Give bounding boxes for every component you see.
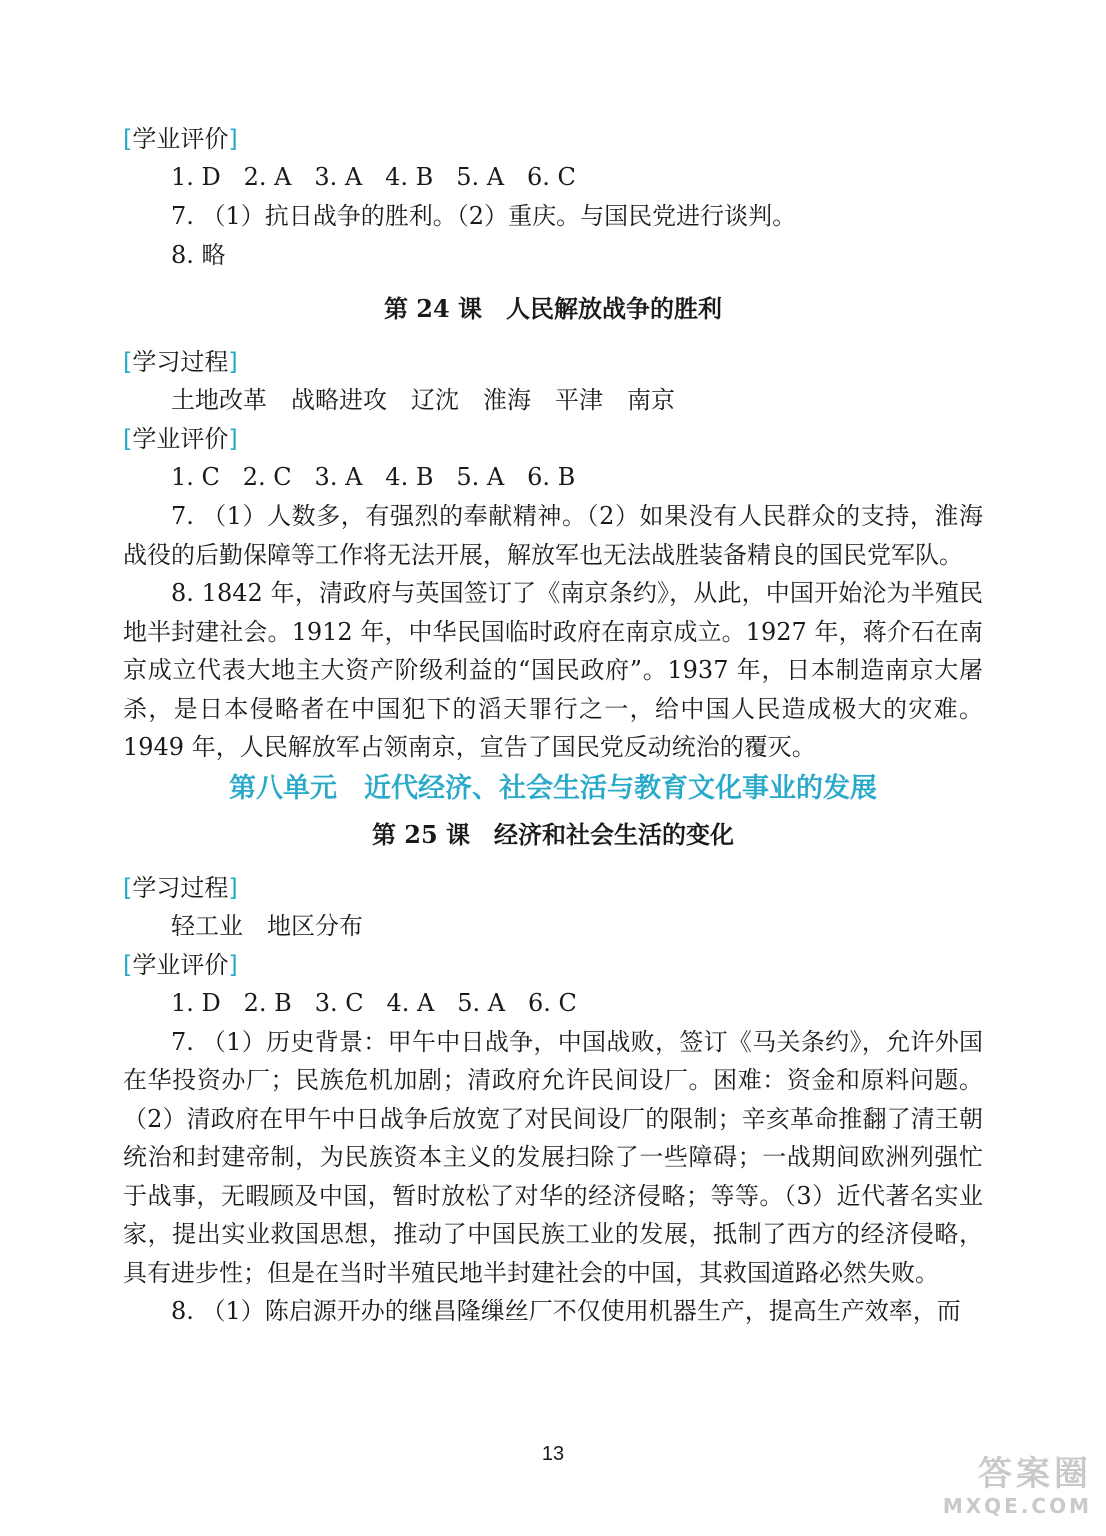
tag-open-bracket: [ bbox=[123, 425, 133, 453]
page-content bbox=[123, 120, 983, 1331]
tag-label: 学习过程 bbox=[132, 348, 229, 376]
tag-label: 学业评价 bbox=[132, 425, 229, 453]
tag-label: 学业评价 bbox=[132, 950, 229, 979]
tag-close-bracket: ] bbox=[228, 125, 238, 153]
process-answers: 轻工业 地区分布 bbox=[171, 911, 363, 940]
section-tag-process bbox=[123, 869, 983, 907]
tag-close-bracket: ] bbox=[228, 873, 238, 902]
tag-open-bracket: [ bbox=[123, 348, 133, 376]
question-8-answer: 8. （1）陈启源开办的继昌隆缫丝厂不仅使用机器生产，提高生产效率，而 bbox=[171, 1297, 961, 1325]
answer-list: 1. D 2. A 3. A 4. B 5. A 6. C bbox=[171, 163, 576, 191]
process-answers: 土地改革 战略进攻 辽沈 淮海 平津 南京 bbox=[171, 386, 675, 414]
question-7-answer: 7. （1）历史背景：甲午中日战争，中国战败，签订《马关条约》，允许外国在华投资办厂；民族危机加剧；清政府允许民间设厂。困难：资金和原料问题。（2）清政府在甲午中日战争后放宽了对民间设厂的限制；辛亥革命推翻了清王朝统治和封建帝制，为民族资本主义的发展扫除了一些障碍；一战期间欧洲列强忙于战事，无暇顾及中国，暂时放松了对华的经济侵略；等等。（3）近代著名实业家，提出实业救国思想，推动了中国民族工业的发展，抵制了西方的经济侵略，具有进步性；但是在当时半殖民地半封建社会的中国，其救国道路必然失败。 bbox=[123, 1027, 983, 1287]
tag-close-bracket: ] bbox=[228, 425, 238, 453]
watermark-top: 答案圈 bbox=[978, 1454, 1092, 1494]
watermark-logo bbox=[892, 1454, 1092, 1524]
unit-8-title: 第八单元 近代经济、社会生活与教育文化事业的发展 bbox=[229, 772, 877, 804]
tag-open-bracket: [ bbox=[123, 873, 133, 902]
tag-close-bracket: ] bbox=[228, 950, 238, 979]
lesson-25-title: 第 25 课 经济和社会生活的变化 bbox=[371, 819, 735, 849]
section-tag-evaluation bbox=[123, 120, 983, 158]
tag-close-bracket: ] bbox=[228, 348, 238, 376]
tag-open-bracket: [ bbox=[123, 950, 133, 979]
question-7-answer: 7. （1）抗日战争的胜利。（2）重庆。与国民党进行谈判。 bbox=[171, 202, 797, 230]
question-8-answer: 8. 1842 年，清政府与英国签订了《南京条约》，从此，中国开始沦为半殖民地半封建社会。1912 年，中华民国临时政府在南京成立。1927 年，蒋介石在南京成立代表大地主大资产阶级利益的“国民政府”。1937 年，日本制造南京大屠杀，是日本侵略者在中国犯下的滔天罪行之一，给中国人民造成极大的灾难。1949 年，人民解放军占领南京，宣告了国民党反动统治的覆灭。 bbox=[123, 579, 983, 761]
section-tag-process bbox=[123, 343, 983, 381]
tag-open-bracket: [ bbox=[123, 125, 133, 153]
lesson-24-title: 第 24 课 人民解放战争的胜利 bbox=[383, 294, 723, 323]
tag-label: 学习过程 bbox=[132, 873, 229, 902]
question-8-answer: 8. 略 bbox=[171, 241, 226, 269]
answer-list: 1. D 2. B 3. C 4. A 5. A 6. C bbox=[171, 988, 577, 1017]
watermark-bottom: MXQE.COM bbox=[942, 1494, 1092, 1518]
answer-list: 1. C 2. C 3. A 4. B 5. A 6. B bbox=[171, 463, 576, 491]
page-number: 13 bbox=[541, 1443, 565, 1465]
section-tag-evaluation bbox=[123, 420, 983, 458]
section-tag-evaluation bbox=[123, 946, 983, 984]
question-7-answer: 7. （1）人数多，有强烈的奉献精神。（2）如果没有人民群众的支持，淮海战役的后勤保障等工作将无法开展，解放军也无法战胜装备精良的国民党军队。 bbox=[123, 502, 983, 569]
tag-label: 学业评价 bbox=[132, 125, 229, 153]
